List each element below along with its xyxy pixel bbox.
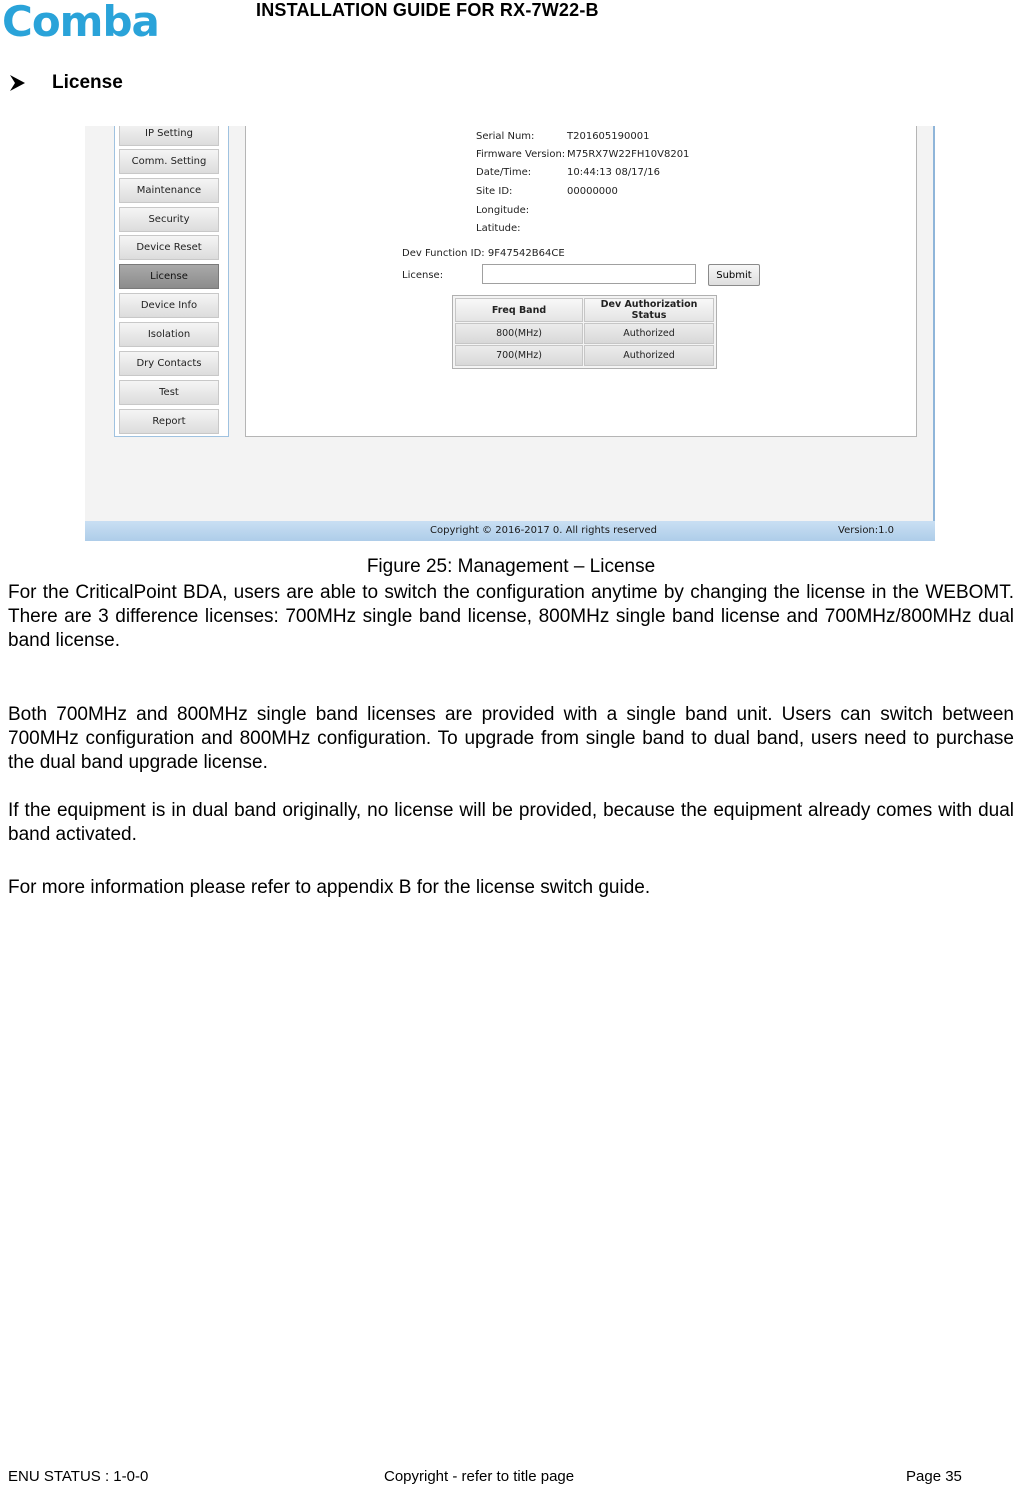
body-paragraph: For more information please refer to appendix B for the license switch guide.	[8, 877, 651, 898]
firmware-version-label: Firmware Version:	[476, 149, 566, 160]
site-id-label: Site ID:	[476, 186, 513, 197]
freq-band-cell: 800(MHz)	[455, 323, 583, 344]
table-row	[455, 323, 714, 344]
nav-isolation[interactable]: Isolation	[119, 322, 219, 347]
latitude-label: Latitude:	[476, 223, 521, 234]
arrow-bullet-icon	[8, 72, 28, 94]
nav-comm-setting[interactable]: Comm. Setting	[119, 149, 219, 174]
freq-band-header: Freq Band	[455, 298, 583, 322]
date-time-value: 10:44:13 08/17/16	[567, 167, 661, 178]
freq-band-cell: 700(MHz)	[455, 345, 583, 366]
footer-status: ENU STATUS : 1-0-0	[8, 1468, 149, 1485]
site-id-value: 00000000	[567, 186, 618, 197]
nav-test[interactable]: Test	[119, 380, 219, 405]
window-right-border	[933, 126, 935, 521]
table-header-row	[455, 298, 714, 322]
license-panel	[245, 126, 917, 437]
management-license-screenshot	[85, 126, 935, 541]
auth-status-cell: Authorized	[584, 345, 714, 366]
logo-text: Comba	[2, 0, 159, 44]
nav-device-reset[interactable]: Device Reset	[119, 235, 219, 260]
longitude-label: Longitude:	[476, 205, 530, 216]
nav-dry-contacts[interactable]: Dry Contacts	[119, 351, 219, 376]
figure-caption: Figure 25: Management – License	[366, 556, 656, 577]
table-row	[455, 345, 714, 366]
body-paragraph: If the equipment is in dual band originally, no license will be provided, because the equipment already comes with dual band activated.	[8, 800, 1014, 845]
section-heading	[8, 72, 123, 94]
comba-logo	[0, 0, 186, 44]
dev-function-id: Dev Function ID: 9F47542B64CE	[402, 248, 565, 259]
serial-num-value: T201605190001	[567, 131, 650, 142]
nav-ip-setting[interactable]: IP Setting	[119, 126, 219, 146]
firmware-version-value: M75RX7W22FH10V8201	[567, 149, 690, 160]
license-field-label: License:	[402, 270, 444, 281]
license-input[interactable]	[482, 264, 696, 284]
body-paragraph: Both 700MHz and 800MHz single band licenses are provided with a single band unit. Users can switch between 700MHz configuration and 800MHz configuration. To upgrade from single band to dual band, users need to purchase the dual band upgrade license.	[8, 704, 1014, 773]
footer-copyright: Copyright - refer to title page	[384, 1468, 575, 1485]
nav-report[interactable]: Report	[119, 409, 219, 434]
date-time-label: Date/Time:	[476, 167, 532, 178]
nav-license[interactable]: License	[119, 264, 219, 289]
management-sidebar	[114, 126, 229, 437]
auth-status-cell: Authorized	[584, 323, 714, 344]
body-paragraph: For the CriticalPoint BDA, users are able to switch the configuration anytime by changing the license in the WEBOMT. There are 3 difference licenses: 700MHz single band license, 800MHz single band license and 700MHz/800MHz dual band license.	[8, 582, 1014, 651]
submit-button[interactable]: Submit	[708, 264, 760, 286]
status-bar	[85, 521, 935, 541]
section-title: License	[52, 72, 123, 93]
nav-device-info[interactable]: Device Info	[119, 293, 219, 318]
nav-maintenance[interactable]: Maintenance	[119, 178, 219, 203]
nav-security[interactable]: Security	[119, 207, 219, 232]
status-copyright: Copyright © 2016-2017 0. All rights reserved	[430, 525, 658, 536]
auth-status-header: Dev Authorization Status	[584, 298, 714, 322]
document-title: INSTALLATION GUIDE FOR RX-7W22-B	[256, 0, 599, 20]
footer-page-number: Page 35	[906, 1468, 962, 1485]
serial-num-label: Serial Num:	[476, 131, 535, 142]
authorization-table	[452, 295, 717, 369]
status-version: Version:1.0	[838, 525, 895, 536]
